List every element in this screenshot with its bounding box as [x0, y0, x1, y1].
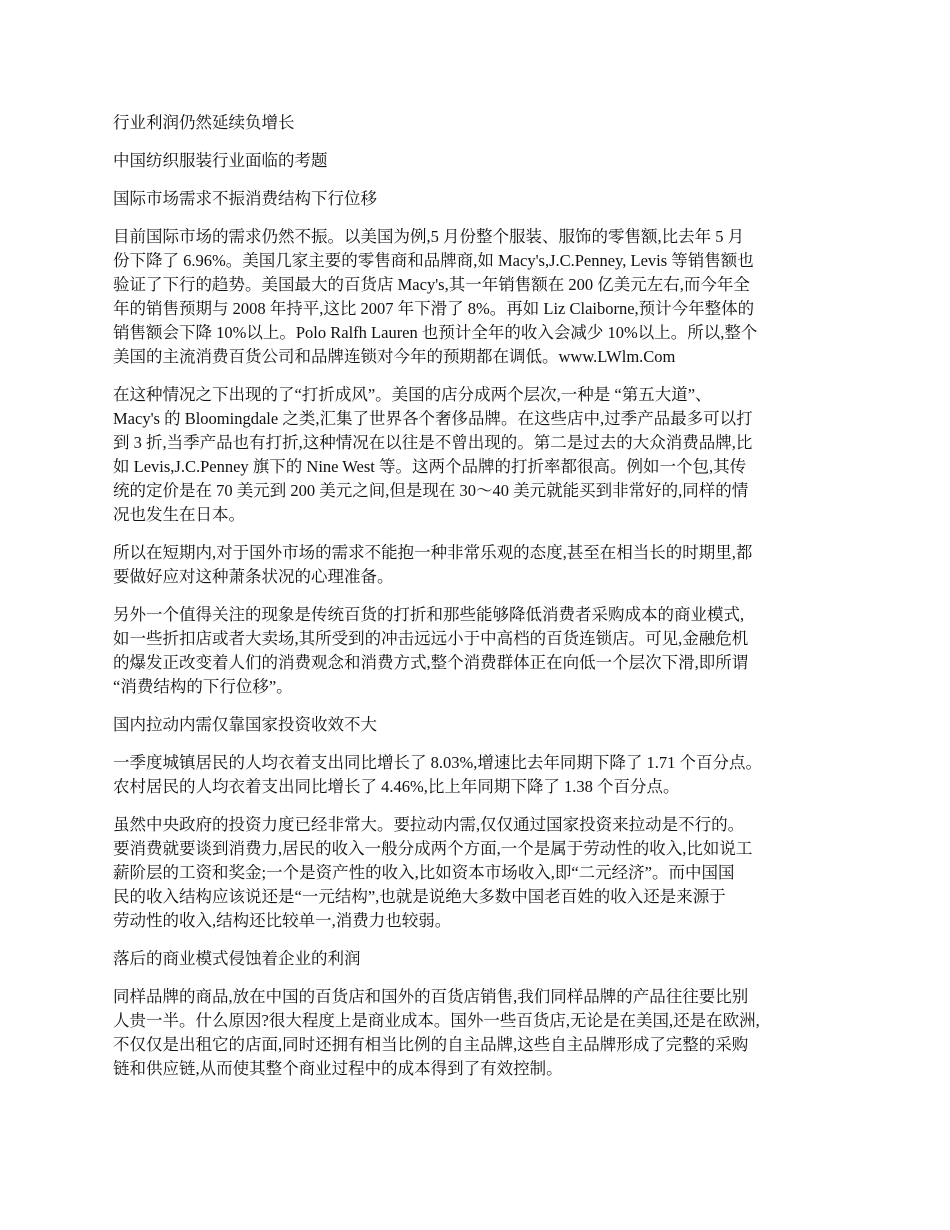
section-heading: 行业利润仍然延续负增长 [113, 113, 295, 132]
paragraph [113, 603, 840, 699]
text-line: 如 Levis,J.C.Penney 旗下的 Nine West 等。这两个品牌的打折率都很高。例如一个包,其传 [113, 457, 747, 476]
text-line: 验证了下行的趋势。美国最大的百货店 Macy's,其一年销售额在 200 亿美元左右,而今年全 [113, 275, 750, 294]
text-line: 薪阶层的工资和奖金;一个是资产性的收入,比如资本市场收入,即“二元经济”。而中国国 [113, 863, 735, 882]
text-line: 如一些折扣店或者大卖场,其所受到的冲击远远小于中高档的百货连锁店。可见,金融危机 [113, 629, 749, 648]
text-line: 在这种情况之下出现的了“打折成风”。美国的店分成两个层次,一种是 “第五大道”、 [113, 385, 712, 404]
text-line: 链和供应链,从而使其整个商业过程中的成本得到了有效控制。 [113, 1059, 563, 1078]
text-line: 农村居民的人均衣着支出同比增长了 4.46%,比上年同期下降了 1.38 个百分点。 [113, 777, 680, 796]
text-line: 目前国际市场的需求仍然不振。以美国为例,5 月份整个服装、服饰的零售额,比去年 5 月 [113, 227, 745, 246]
text-line: 销售额会下降 10%以上。Polo Ralfh Lauren 也预计全年的收入会减少 10%以上。所以,整个 [113, 323, 758, 342]
text-line: 况也发生在日本。 [113, 505, 245, 524]
text-line: 人贵一半。什么原因?很大程度上是商业成本。国外一些百货店,无论是在美国,还是在欧洲, [113, 1011, 760, 1030]
text-line: 要做好应对这种萧条状况的心理准备。 [113, 567, 394, 586]
text-line: 一季度城镇居民的人均衣着支出同比增长了 8.03%,增速比去年同期下降了 1.71 个百分点。 [113, 753, 762, 772]
paragraph [113, 541, 840, 589]
text-line: 份下降了 6.96%。美国几家主要的零售商和品牌商,如 Macy's,J.C.Penney, Levis 等销售额也 [113, 251, 754, 270]
text-line: 同样品牌的商品,放在中国的百货店和国外的百货店销售,我们同样品牌的产品往往要比别 [113, 987, 749, 1006]
text-line: 年的销售预期与 2008 年持平,这比 2007 年下滑了 8%。再如 Liz Claiborne,预计今年整体的 [113, 299, 755, 318]
text-line: 美国的主流消费百货公司和品牌连锁对今年的预期都在调低。www.LWlm.Com [113, 347, 676, 366]
text-line: 要消费就要谈到消费力,居民的收入一般分成两个方面,一个是属于劳动性的收入,比如说工 [113, 839, 753, 858]
text-line: “消费结构的下行位移”。 [113, 677, 293, 696]
text-line: 到 3 折,当季产品也有打折,这种情况在以往是不曾出现的。第二是过去的大众消费品牌,比 [113, 433, 753, 452]
section-heading: 国际市场需求不振消费结构下行位移 [113, 189, 377, 208]
text-line: 所以在短期内,对于国外市场的需求不能抱一种非常乐观的态度,甚至在相当长的时期里,都 [113, 543, 753, 562]
section-heading: 中国纺织服装行业面临的考题 [113, 151, 328, 170]
text-line: 民的收入结构应该说还是“一元结构”,也就是说绝大多数中国老百姓的收入还是来源于 [113, 887, 726, 906]
text-line: 另外一个值得关注的现象是传统百货的打折和那些能够降低消费者采购成本的商业模式, [113, 605, 745, 624]
text-line: Macy's 的 Bloomingdale 之类,汇集了世界各个奢侈品牌。在这些店中,过季产品最多可以打 [113, 409, 753, 428]
section-heading: 国内拉动内需仅靠国家投资收效不大 [113, 715, 377, 734]
paragraph [113, 225, 840, 369]
paragraph [113, 751, 840, 799]
text-line: 的爆发正改变着人们的消费观念和消费方式,整个消费群体正在向低一个层次下滑,即所谓 [113, 653, 749, 672]
text-line: 劳动性的收入,结构还比较单一,消费力也较弱。 [113, 911, 452, 930]
paragraph [113, 985, 840, 1081]
paragraph [113, 813, 840, 933]
document-page [113, 111, 840, 1095]
text-line: 不仅仅是出租它的店面,同时还拥有相当比例的自主品牌,这些自主品牌形成了完整的采购 [113, 1035, 749, 1054]
text-line: 虽然中央政府的投资力度已经非常大。要拉动内需,仅仅通过国家投资来拉动是不行的。 [113, 815, 745, 834]
section-heading: 落后的商业模式侵蚀着企业的利润 [113, 949, 361, 968]
paragraph [113, 383, 840, 527]
text-line: 统的定价是在 70 美元到 200 美元之间,但是现在 30～40 美元就能买到非常好的,同样的情 [113, 481, 749, 500]
